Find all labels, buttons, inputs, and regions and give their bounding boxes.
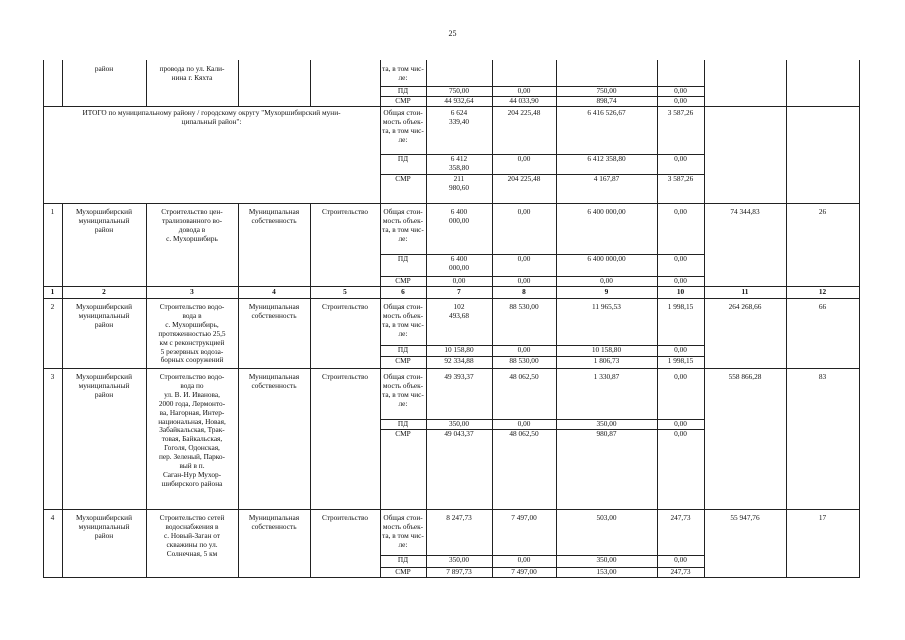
cost-regional-cell: 503,00 xyxy=(596,514,617,522)
table-rule xyxy=(43,368,860,369)
count-cell: 17 xyxy=(818,514,827,522)
column-number: 11 xyxy=(741,288,749,296)
table-rule xyxy=(657,298,658,368)
cost-total-cell: 750,00 xyxy=(448,87,470,95)
cost-regional-cell: 350,00 xyxy=(596,420,617,428)
table-rule xyxy=(426,60,427,106)
table-rule xyxy=(786,106,787,203)
cost-type-total: Общая стои- мость объек- та, в том чис- ле: xyxy=(382,514,424,549)
cost-local-cell: 3 587,26 xyxy=(667,109,694,117)
table-rule xyxy=(859,298,860,368)
table-rule xyxy=(786,298,787,368)
cost-local-cell: 0,00 xyxy=(674,277,687,285)
table-rule xyxy=(426,298,427,368)
table-rule xyxy=(43,203,860,204)
cost-local-cell: 0,00 xyxy=(674,373,687,381)
total-label: ИТОГО по муниципальному району / городскому округу "Мухоршибирский муни- ципальный район": xyxy=(82,109,341,126)
column-number: 9 xyxy=(604,288,609,296)
cost-type-pd: ПД xyxy=(397,255,409,263)
table-rule xyxy=(492,368,493,509)
count-cell: 26 xyxy=(818,208,827,216)
district-cell: Мухоршибирский муниципальный район xyxy=(75,208,132,234)
cost-regional-cell: 11 965,53 xyxy=(592,303,621,311)
cost-total-cell: 7 897,73 xyxy=(446,568,472,576)
cost-type-smr: СМР xyxy=(395,430,411,438)
table-rule xyxy=(657,60,658,106)
table-rule xyxy=(859,368,860,509)
count-cell: 83 xyxy=(818,373,827,381)
cost-regional-cell: 980,87 xyxy=(596,430,617,438)
table-rule xyxy=(238,368,239,509)
ownership-cell: Муниципальная собственность xyxy=(248,303,300,320)
table-rule xyxy=(380,154,705,155)
district-cell: Мухоршибирский муниципальный район xyxy=(75,303,132,329)
table-rule xyxy=(62,203,63,286)
cost-local-cell: 1 998,15 xyxy=(667,303,694,311)
table-rule xyxy=(43,509,860,510)
cost-type-total: Общая стои- мость объек- та, в том чис- ле: xyxy=(382,373,424,408)
table-rule xyxy=(556,368,557,509)
work-type-cell: Строительство xyxy=(321,303,369,311)
table-rule xyxy=(146,203,147,286)
table-rule xyxy=(146,60,147,106)
cost-federal-cell: 204 225,48 xyxy=(507,175,541,183)
table-rule xyxy=(43,368,44,509)
table-rule xyxy=(859,106,860,203)
table-rule xyxy=(310,509,311,577)
table-rule xyxy=(426,286,427,298)
table-rule xyxy=(380,276,705,277)
table-rule xyxy=(426,203,427,286)
cost-federal-cell: 7 497,00 xyxy=(511,514,537,522)
cost-local-cell: 0,00 xyxy=(674,208,687,216)
cost-federal-cell: 88 530,00 xyxy=(509,357,539,365)
table-rule xyxy=(43,286,860,287)
cost-federal-cell: 48 062,50 xyxy=(509,373,539,381)
cost-federal-cell: 0,00 xyxy=(517,208,531,216)
capacity-cell: 55 947,76 xyxy=(730,514,760,522)
ownership-cell: Муниципальная собственность xyxy=(248,208,300,225)
table-rule xyxy=(859,60,860,106)
object-cell: Строительство водо- вода в с. Мухоршибирь, протяженностью 25,5 км с реконструкцией 5 резервных водоза- борных сооружений xyxy=(158,303,226,365)
cost-local-cell: 247,73 xyxy=(670,514,691,522)
cost-federal-cell: 0,00 xyxy=(517,277,531,285)
cost-type-pd: ПД xyxy=(397,420,409,428)
table-rule xyxy=(43,203,44,286)
table-rule xyxy=(380,60,381,106)
cost-regional-cell: 4 167,87 xyxy=(593,175,620,183)
cost-total-cell: 8 247,73 xyxy=(446,514,472,522)
table-rule xyxy=(310,60,311,106)
cost-type-total: Общая стои- мость объек- та, в том чис- ле: xyxy=(382,208,424,243)
cost-regional-cell: 6 416 526,67 xyxy=(587,109,626,117)
cost-federal-cell: 204 225,48 xyxy=(507,109,541,117)
column-number: 5 xyxy=(343,288,347,296)
cost-type-smr: СМР xyxy=(395,277,411,285)
table-rule xyxy=(146,286,147,298)
table-rule xyxy=(380,298,381,368)
table-rule xyxy=(492,286,493,298)
cost-type-pd: ПД xyxy=(397,87,409,95)
column-number: 10 xyxy=(676,288,685,296)
table-rule xyxy=(657,368,658,509)
cost-federal-cell: 88 530,00 xyxy=(509,303,539,311)
cost-federal-cell: 44 033,90 xyxy=(509,97,539,105)
cost-regional-cell: 350,00 xyxy=(596,556,617,564)
cost-regional-cell: 750,00 xyxy=(596,87,617,95)
cost-federal-cell: 0,00 xyxy=(517,556,531,564)
capacity-cell: 558 866,28 xyxy=(728,373,762,381)
cost-total-cell: 6 412 358,80 xyxy=(448,155,470,172)
cost-total-cell: 0,00 xyxy=(452,277,466,285)
cost-total-cell: 350,00 xyxy=(448,556,470,564)
table-rule xyxy=(704,203,705,286)
table-rule xyxy=(786,286,787,298)
cost-federal-cell: 0,00 xyxy=(517,87,531,95)
table-rule xyxy=(43,298,44,368)
table-rule xyxy=(492,203,493,286)
cost-local-cell: 0,00 xyxy=(674,430,687,438)
table-rule xyxy=(62,368,63,509)
cost-total-cell: 44 932,64 xyxy=(444,97,474,105)
table-rule xyxy=(146,298,147,368)
district-cell: район xyxy=(94,65,114,73)
cost-local-cell: 3 587,26 xyxy=(667,175,694,183)
cost-local-cell: 1 998,15 xyxy=(667,357,694,365)
object-cell: Строительство водо- вода по ул. В. И. Иванова, 2000 года, Лермонто- ва, Нагорная, Интер- национальная, Новая, Забайкальская, Трак- товая, Байкальская, Гоголя, Одонская, пер. Зеленый, Парко- вый в п. Саган-Нур Мухор- шибирского района xyxy=(158,373,226,488)
table-rule xyxy=(380,555,705,556)
cost-regional-cell: 0,00 xyxy=(600,277,613,285)
capacity-cell: 264 268,66 xyxy=(728,303,762,311)
cost-local-cell: 0,00 xyxy=(674,420,687,428)
table-rule xyxy=(43,286,44,298)
table-rule xyxy=(657,286,658,298)
table-rule xyxy=(380,567,705,568)
table-rule xyxy=(238,298,239,368)
column-number: 1 xyxy=(50,288,55,296)
table-rule xyxy=(310,286,311,298)
table-rule xyxy=(310,368,311,509)
cost-federal-cell: 48 062,50 xyxy=(509,430,539,438)
table-rule xyxy=(704,286,705,298)
column-number: 7 xyxy=(457,288,461,296)
table-rule xyxy=(62,298,63,368)
ownership-cell: Муниципальная собственность xyxy=(248,514,300,531)
cost-federal-cell: 0,00 xyxy=(517,420,531,428)
cost-type-pd: ПД xyxy=(397,556,409,564)
cost-type-total: Общая стои- мость объек- та, в том чис- ле: xyxy=(382,303,424,338)
table-rule xyxy=(43,60,44,106)
column-number: 3 xyxy=(190,288,194,296)
table-rule xyxy=(238,60,239,106)
table-rule xyxy=(310,203,311,286)
work-type-cell: Строительство xyxy=(321,514,369,522)
cost-local-cell: 0,00 xyxy=(674,346,687,354)
cost-total-cell: 350,00 xyxy=(448,420,470,428)
table-rule xyxy=(310,298,311,368)
table-rule xyxy=(556,60,557,106)
cost-type-smr: СМР xyxy=(395,568,411,576)
cost-type-cell: та, в том чис- ле: xyxy=(382,65,424,82)
table-rule xyxy=(380,174,705,175)
table-rule xyxy=(786,60,787,106)
cost-regional-cell: 1 806,73 xyxy=(593,357,620,365)
cost-total-cell: 6 624 339,40 xyxy=(448,109,470,126)
column-number: 2 xyxy=(102,288,106,296)
cost-type-smr: СМР xyxy=(395,357,411,365)
table-rule xyxy=(62,60,63,106)
object-cell: провода по ул. Кали- нина г. Кяхта xyxy=(159,65,225,82)
cost-federal-cell: 0,00 xyxy=(517,346,531,354)
table-rule xyxy=(556,286,557,298)
table-rule xyxy=(380,419,705,420)
column-number: 6 xyxy=(401,288,405,296)
column-number: 8 xyxy=(522,288,526,296)
cost-total-cell: 49 393,37 xyxy=(444,373,474,381)
work-type-cell: Строительство xyxy=(321,373,369,381)
cost-local-cell: 0,00 xyxy=(674,556,687,564)
row-number: 1 xyxy=(50,208,55,216)
district-cell: Мухоршибирский муниципальный район xyxy=(75,373,132,399)
table-rule xyxy=(146,368,147,509)
cost-local-cell: 247,73 xyxy=(670,568,691,576)
table-rule xyxy=(380,203,381,286)
cost-federal-cell: 0,00 xyxy=(517,255,531,263)
table-rule xyxy=(492,60,493,106)
page-number: 25 xyxy=(448,29,457,38)
cost-regional-cell: 6 400 000,00 xyxy=(587,208,626,216)
table-rule xyxy=(704,298,705,368)
row-number: 3 xyxy=(50,373,55,381)
cost-total-cell: 49 043,37 xyxy=(444,430,474,438)
cost-total-cell: 92 334,88 xyxy=(444,357,474,365)
column-number: 4 xyxy=(272,288,276,296)
table-rule xyxy=(380,286,381,298)
table-rule xyxy=(859,203,860,286)
cost-type-smr: СМР xyxy=(395,97,411,105)
table-rule xyxy=(380,96,705,97)
table-rule xyxy=(859,509,860,577)
count-cell: 66 xyxy=(818,303,827,311)
table-rule xyxy=(238,286,239,298)
cost-federal-cell: 7 497,00 xyxy=(511,568,537,576)
cost-total-cell: 211 980,60 xyxy=(448,175,470,192)
cost-regional-cell: 6 412 358,80 xyxy=(587,155,626,163)
object-cell: Строительство сетей водоснабжения в с. Новый-Заган от скважины по ул. Солнечная, 5 км xyxy=(159,514,225,558)
cost-local-cell: 0,00 xyxy=(674,155,687,163)
table-rule xyxy=(380,345,705,346)
cost-regional-cell: 1 330,87 xyxy=(593,373,620,381)
cost-local-cell: 0,00 xyxy=(674,255,687,263)
table-rule xyxy=(62,286,63,298)
table-rule xyxy=(238,509,239,577)
table-rule xyxy=(786,509,787,577)
table-rule xyxy=(43,106,860,107)
cost-type-smr: СМР xyxy=(395,175,411,183)
cost-type-total: Общая стои- мость объек- та, в том чис- ле: xyxy=(382,109,424,144)
object-cell: Строительство цен- трализованного во- довода в с. Мухоршибирь xyxy=(161,208,223,243)
table-rule xyxy=(43,106,44,203)
table-rule xyxy=(426,368,427,509)
table-rule xyxy=(380,254,705,255)
table-rule xyxy=(43,577,860,578)
table-rule xyxy=(786,203,787,286)
cost-total-cell: 102 493,68 xyxy=(448,303,470,320)
cost-type-pd: ПД xyxy=(397,346,409,354)
table-rule xyxy=(43,298,860,299)
cost-local-cell: 0,00 xyxy=(674,97,687,105)
table-rule xyxy=(146,509,147,577)
cost-regional-cell: 153,00 xyxy=(596,568,617,576)
cost-total-cell: 10 158,80 xyxy=(444,346,474,354)
work-type-cell: Строительство xyxy=(321,208,369,216)
row-number: 4 xyxy=(50,514,55,522)
cost-regional-cell: 6 400 000,00 xyxy=(587,255,626,263)
capacity-cell: 74 344,83 xyxy=(730,208,760,216)
table-rule xyxy=(556,298,557,368)
table-rule xyxy=(704,368,705,509)
table-rule xyxy=(556,203,557,286)
ownership-cell: Муниципальная собственность xyxy=(248,373,300,390)
cost-local-cell: 0,00 xyxy=(674,87,687,95)
table-rule xyxy=(380,429,705,430)
cost-regional-cell: 898,74 xyxy=(596,97,617,105)
district-cell: Мухоршибирский муниципальный район xyxy=(75,514,132,540)
table-rule xyxy=(62,509,63,577)
table-rule xyxy=(657,203,658,286)
table-rule xyxy=(380,86,705,87)
table-rule xyxy=(704,60,705,106)
cost-federal-cell: 0,00 xyxy=(517,155,531,163)
table-rule xyxy=(786,368,787,509)
cost-type-pd: ПД xyxy=(397,155,409,163)
column-number: 12 xyxy=(818,288,827,296)
table-rule xyxy=(380,356,705,357)
table-rule xyxy=(43,509,44,577)
cost-regional-cell: 10 158,80 xyxy=(591,346,622,354)
table-rule xyxy=(492,298,493,368)
table-rule xyxy=(859,286,860,298)
row-number: 2 xyxy=(50,303,55,311)
table-rule xyxy=(380,368,381,509)
cost-total-cell: 6 400 000,00 xyxy=(448,255,470,272)
cost-total-cell: 6 400 000,00 xyxy=(448,208,470,225)
table-rule xyxy=(238,203,239,286)
